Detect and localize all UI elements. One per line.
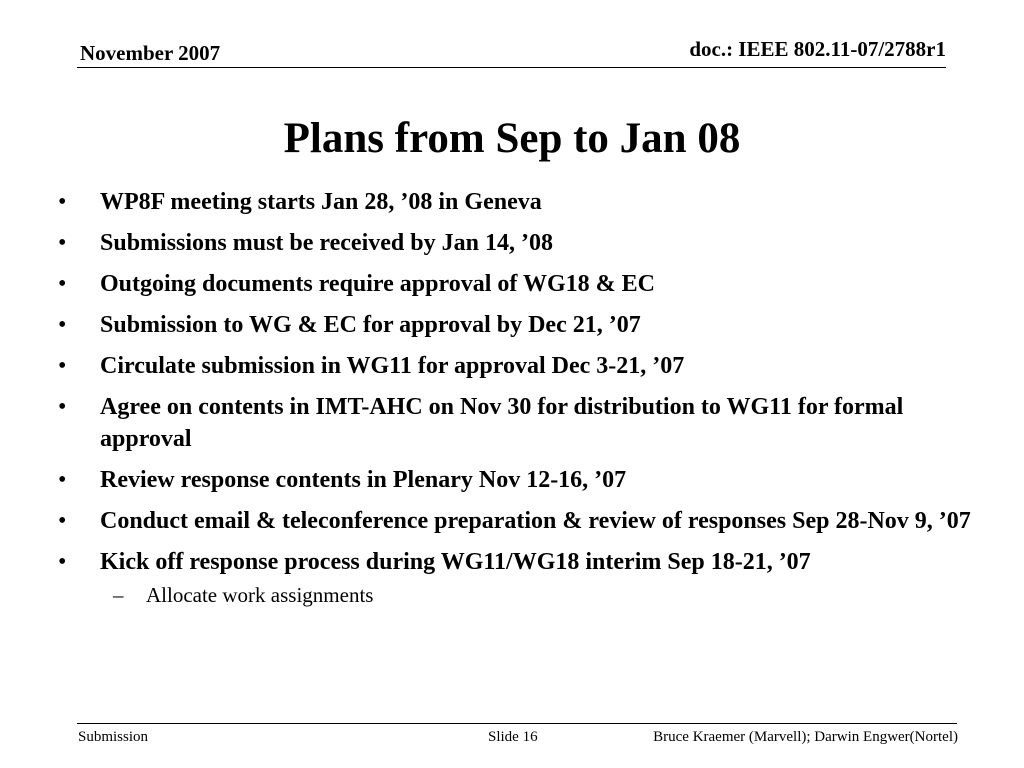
bullet-text: WP8F meeting starts Jan 28, ’08 in Geneva (100, 189, 542, 215)
bullet-text: Submissions must be received by Jan 14, ’08 (100, 230, 553, 256)
bullet-text: Review response contents in Plenary Nov 12-16, ’07 (100, 467, 627, 493)
bullet-marker: • (58, 394, 67, 420)
bullet-item (58, 268, 988, 300)
document-id: doc.: IEEE 802.11-07/2788r1 (689, 37, 946, 61)
bullet-text: Kick off response process during WG11/WG18 interim Sep 18-21, ’07 (100, 549, 811, 575)
bullet-marker: • (58, 549, 67, 575)
footer-authors: Bruce Kraemer (Marvell); Darwin Engwer(Nortel) (653, 729, 958, 745)
bullet-text: Outgoing documents require approval of WG18 & EC (100, 271, 655, 297)
header-date: November 2007 (80, 41, 221, 65)
header-divider (77, 67, 946, 68)
bullet-marker: • (58, 271, 67, 297)
bullet-item (58, 350, 988, 382)
bullet-item (58, 505, 988, 537)
bullet-item (58, 391, 988, 455)
sub-bullet-text: Allocate work assignments (146, 583, 374, 607)
sub-bullet-marker: – (113, 583, 124, 607)
bullet-item (58, 309, 988, 341)
bullet-text: Conduct email & teleconference preparation & review of responses Sep 28-Nov 9, ’07 (100, 508, 971, 534)
slide-number: Slide 16 (488, 729, 538, 745)
bullet-item (58, 546, 988, 578)
bullet-marker: • (58, 312, 67, 338)
slide-title: Plans from Sep to Jan 08 (283, 115, 741, 162)
bullet-marker: • (58, 189, 67, 215)
bullet-item (58, 227, 988, 259)
bullet-marker: • (58, 508, 67, 534)
bullet-list (58, 186, 988, 609)
bullet-item (58, 464, 988, 496)
footer-divider (77, 723, 957, 724)
bullet-text: Circulate submission in WG11 for approval Dec 3-21, ’07 (100, 353, 685, 379)
bullet-item (58, 186, 988, 218)
footer-submission: Submission (78, 729, 149, 745)
bullet-marker: • (58, 230, 67, 256)
bullet-text: Agree on contents in IMT-AHC on Nov 30 for distribution to WG11 for formal approval (100, 394, 904, 452)
bullet-marker: • (58, 353, 67, 379)
sub-bullet-item (58, 581, 988, 609)
bullet-text: Submission to WG & EC for approval by Dec 21, ’07 (100, 312, 641, 338)
bullet-marker: • (58, 467, 67, 493)
